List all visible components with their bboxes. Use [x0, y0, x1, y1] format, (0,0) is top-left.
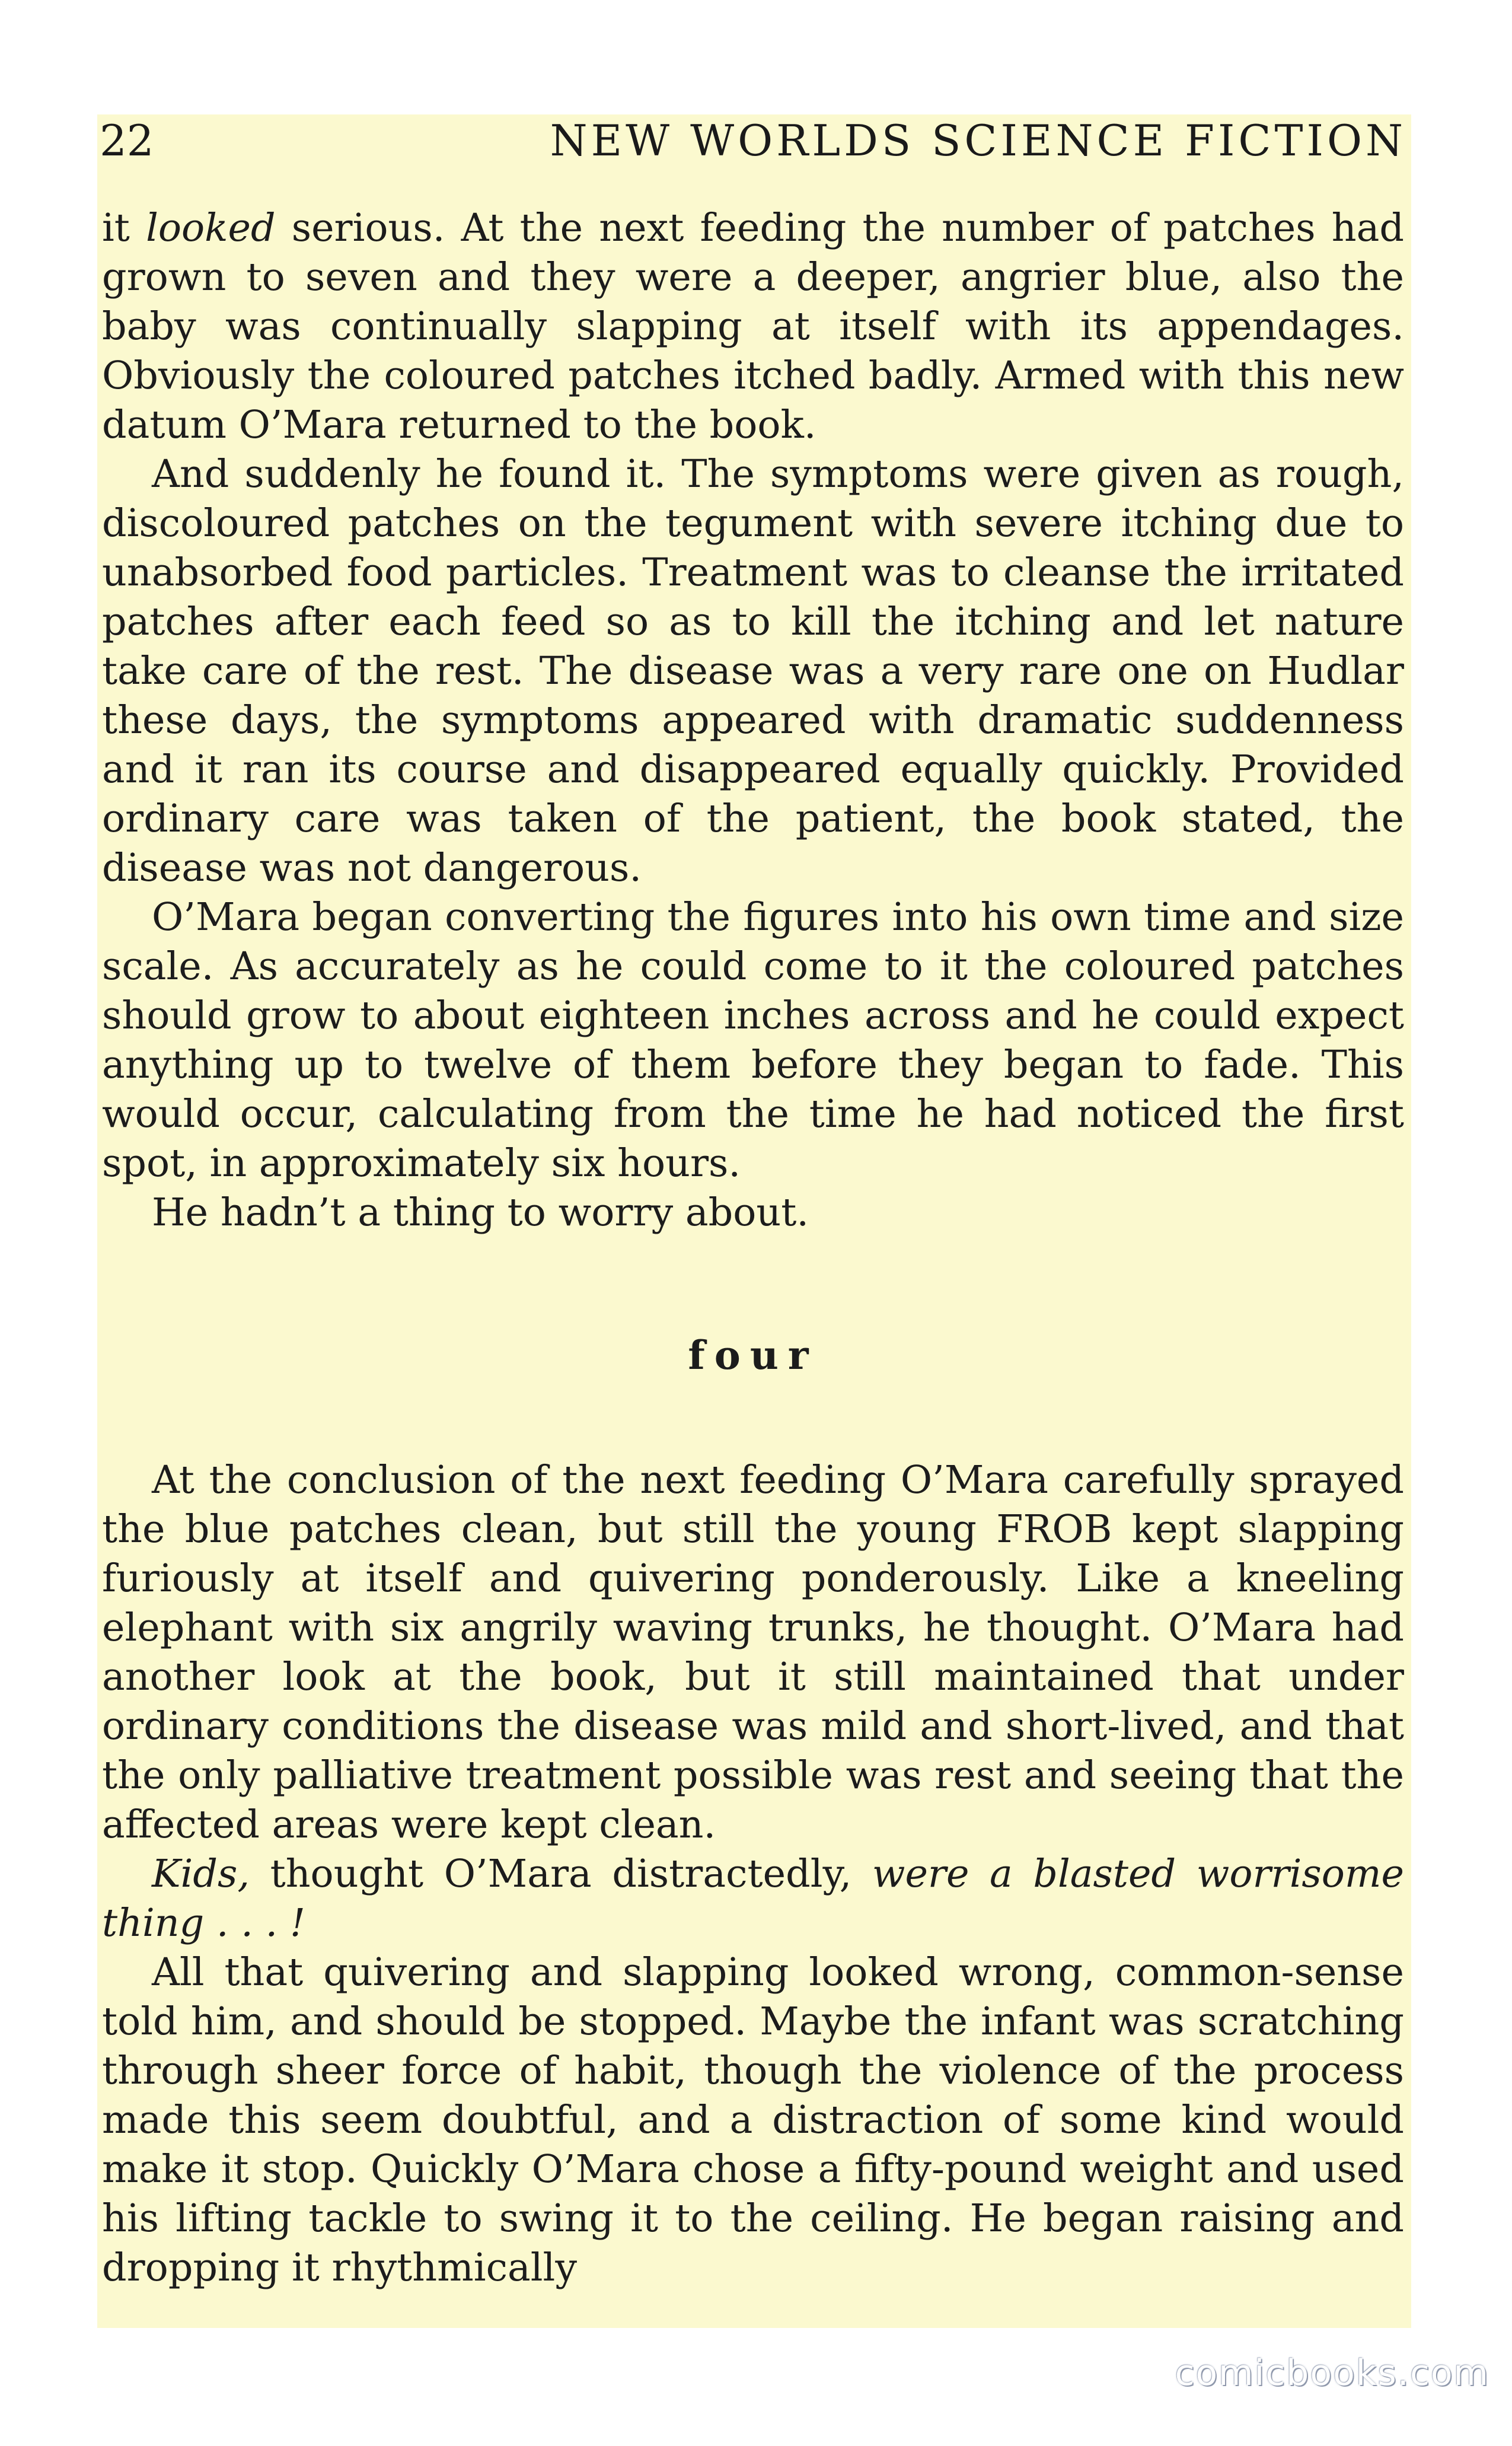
running-header [97, 114, 1411, 186]
watermark: comicbooks.com [1175, 2352, 1489, 2394]
paragraph: He hadn’t a thing to worry about. [152, 1190, 809, 1235]
emphasized-phrase: were a blasted worrisome thing . . . ! [102, 1852, 1404, 1945]
paragraph: And suddenly he found it. The symptoms were given as rough, discoloured patches on the tegument with severe itching due to unabsorbed food particles. Treatment was to cleanse the irritated patches after each feed so as to kill the itching and let nature take care of the rest. The disease was a very rare one on Hudlar these days, the symptoms appeared with dramatic suddenness and it ran its course and disappeared equally quickly. Provided ordinary care was taken of the patient, the book stated, the disease was not dangerous. [102, 452, 1404, 890]
chapter-heading: four [688, 1332, 818, 1378]
paragraph: All that quivering and slapping looked wrong, common-sense told him, and should be stopped. Maybe the infant was scratching through sheer force of habit, though the violence of the process made this seem doubtful, and a distraction of some kind would make it stop. Quickly O’Mara chose a fifty-pound weight and used his lifting tackle to swing it to the ceiling. He began raising and dropping it rhythmically [102, 1950, 1404, 2290]
paragraph [102, 203, 1404, 450]
page-number: 22 [100, 116, 154, 165]
paragraph-prefix: it [102, 206, 146, 250]
paragraph-text: serious. At the next feeding the number of patches had grown to seven and they were a deeper, angrier blue, also the baby was continually slapping at itself with its appendages. Obviously the coloured patches itched badly. Armed with this new datum O’Mara returned to the book. [102, 206, 1404, 447]
paragraph: At the conclusion of the next feeding O’Mara carefully sprayed the blue patches clean, but still the young FROB kept slapping furiously at itself and quivering ponderously. Like a kneeling elephant with six angrily waving trunks, he thought. O’Mara had another look at the book, but it still maintained that under ordinary conditions the disease was mild and short-lived, and that the only palliative treatment possible was rest and seeing that the affected areas were kept clean. [102, 1458, 1404, 1847]
paragraph [102, 1849, 1404, 1948]
book-page [97, 114, 1411, 2328]
paragraph: O’Mara began converting the figures into his own time and size scale. As accurately as he could come to it the coloured patches should grow to about eighteen inches across and he could expect anything up to twelve of them before they began to fade. This would occur, calculating from the time he had noticed the first spot, in approximately six hours. [102, 895, 1404, 1186]
running-title: NEW WORLDS SCIENCE FICTION [550, 116, 1406, 165]
paragraph-text: thought O’Mara distractedly, [249, 1852, 872, 1896]
body-text [102, 203, 1404, 2292]
emphasized-word: Kids, [152, 1852, 250, 1896]
emphasized-word: looked [146, 206, 276, 250]
